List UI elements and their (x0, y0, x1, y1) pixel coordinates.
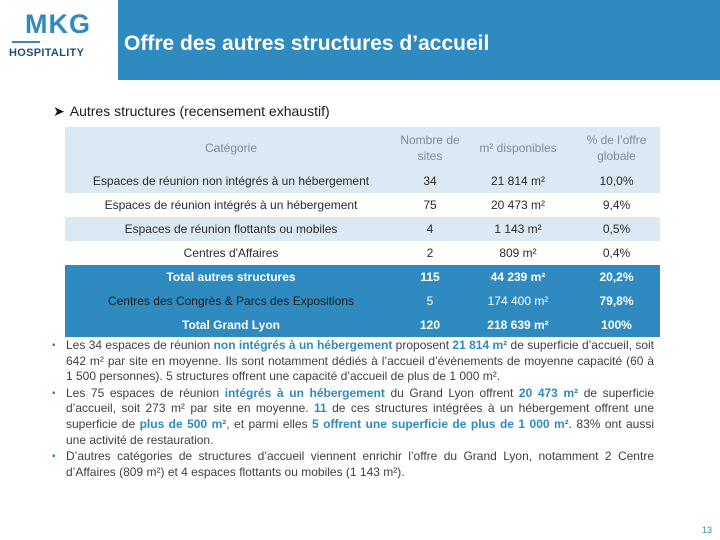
bullet-text: D’autres catégories de structures d’accueil viennent enrichir l’offre du Grand Lyon, notamment 2 Centre d’Affaires (809 m²) et 4 espaces flottants ou mobiles (1 143 m²). (66, 449, 654, 479)
row-pct: 79,8% (573, 289, 660, 313)
row-m2: 174 400 m² (463, 289, 573, 313)
row-m2: 809 m² (463, 241, 573, 265)
row-m2: 218 639 m² (463, 313, 573, 337)
header-pct-offre: % de l’offre globale (573, 127, 660, 169)
bullet-dot-icon: ▪ (52, 340, 56, 351)
structures-table (65, 127, 660, 337)
row-pct: 0,4% (573, 241, 660, 265)
row-category: Centres d'Affaires (65, 241, 397, 265)
page-number: 13 (701, 525, 712, 535)
header-nombre-sites: Nombre de sites (397, 127, 463, 169)
header-categorie: Catégorie (65, 127, 397, 169)
bullet-list (52, 338, 654, 481)
row-category: Espaces de réunion non intégrés à un hébergement (65, 169, 397, 193)
bullet-text: du Grand Lyon offrent (384, 385, 519, 400)
bullet-item (52, 338, 654, 385)
row-sites: 34 (397, 169, 463, 193)
header-m2-disponibles: m² disponibles (463, 127, 573, 169)
table-row (65, 169, 660, 193)
bullet-text: de ces structures intégrées à un hébergement offrent une superficie de (66, 401, 655, 431)
section-heading (53, 103, 330, 120)
bullet-text: Les 34 espaces de réunion (66, 338, 214, 352)
bullet-highlight: 11 (314, 401, 327, 416)
bullet-text: de superficie d’accueil, soit 642 m² par site en moyenne. Ils sont notamment dédiés à l’accueil d’évènements de moyenne capacité (60 à 1 500 personnes). 5 structures offrent une capacité d’accueil de plus de 1 000 m². (66, 338, 654, 384)
row-pct: 0,5% (573, 217, 660, 241)
row-sites: 115 (397, 265, 463, 289)
table-row (65, 217, 660, 241)
bullet-text: Les 75 espaces de réunion (66, 385, 225, 400)
row-m2: 1 143 m² (463, 217, 573, 241)
bullet-highlight: non intégrés à un hébergement (213, 338, 393, 352)
row-pct: 10,0% (573, 169, 660, 193)
table-row-total-grand-lyon (65, 313, 660, 337)
bullet-text: proposent (392, 338, 453, 352)
row-category: Centres des Congrès & Parcs des Expositions (65, 289, 397, 313)
bullet-item (52, 449, 654, 480)
row-pct: 9,4% (573, 193, 660, 217)
table-row (65, 241, 660, 265)
arrow-bullet-icon: ➤ (53, 103, 65, 119)
section-title: Autres structures (recensement exhaustif) (69, 103, 330, 119)
table-header-row (65, 127, 660, 169)
row-sites: 120 (397, 313, 463, 337)
logo-subtitle: HOSPITALITY (9, 47, 85, 59)
row-m2: 44 239 m² (463, 265, 573, 289)
table-row-congres (65, 289, 660, 313)
row-pct: 100% (573, 313, 660, 337)
table-row-total-autres (65, 265, 660, 289)
row-category: Total Grand Lyon (65, 313, 397, 337)
row-sites: 2 (397, 241, 463, 265)
row-m2: 21 814 m² (463, 169, 573, 193)
bullet-text: de superficie d’accueil, soit 273 m² par site en moyenne. (66, 385, 654, 416)
bullet-highlight: 20 473 m² (518, 385, 579, 400)
bullet-highlight: 5 offrent une superficie de plus de 1 000 m² (312, 416, 569, 431)
logo-mkg: MKG (25, 9, 91, 39)
row-sites: 5 (397, 289, 463, 313)
bullet-text: , et parmi elles (226, 416, 313, 431)
row-sites: 4 (397, 217, 463, 241)
row-category: Total autres structures (65, 265, 397, 289)
row-category: Espaces de réunion intégrés à un hébergement (65, 193, 397, 217)
bullet-highlight: plus de 500 m² (139, 416, 227, 431)
bullet-item (52, 386, 654, 448)
row-pct: 20,2% (573, 265, 660, 289)
row-category: Espaces de réunion flottants ou mobiles (65, 217, 397, 241)
logo-line (12, 41, 40, 43)
bullet-dot-icon: ▪ (52, 451, 56, 463)
page-title: Offre des autres structures d’accueil (124, 32, 490, 55)
row-m2: 20 473 m² (463, 193, 573, 217)
table-row (65, 193, 660, 217)
bullet-dot-icon: ▪ (52, 387, 56, 399)
row-sites: 75 (397, 193, 463, 217)
bullet-text: . 83% ont aussi une activité de restauration. (66, 416, 654, 447)
bullet-highlight: 21 814 m² (452, 338, 508, 352)
bullet-highlight: intégrés à un hébergement (224, 385, 385, 400)
logo (0, 0, 118, 80)
